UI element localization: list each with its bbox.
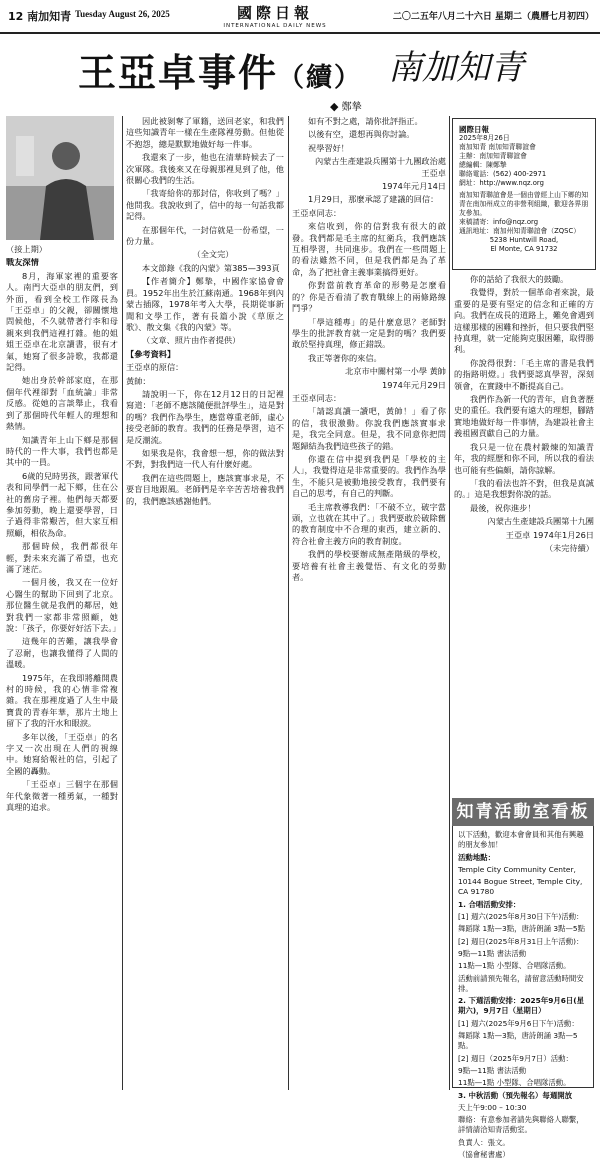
photo-credit: （文章、照片由作者提供） <box>142 335 241 346</box>
bulletin-title: 知青活動室看板 <box>452 798 594 826</box>
bulletin-item: 9點—11點 書法活動 <box>458 948 527 958</box>
bulletin-item: 天上午9:00 – 10:30 <box>458 1102 527 1112</box>
bulletin-item: [2] 週日(2025年8月31日上午活動)： <box>458 936 584 946</box>
title-main: 王亞卓事件 <box>78 50 279 95</box>
paragraph: 8月，海軍家裡的重要客人。南門大亞卓的朋友們，到外面，看到全校工作隊長為「王亞卓」的父親，卻關懷地問候他，不久就帶著行李和母親來到我們這裡打雜。他的姐姐王亞卓在北京讀書，很有才氣，她寫了很多詩歌，我都還記得。 <box>6 270 118 373</box>
page-number-section <box>8 8 71 24</box>
info-line: 主辦：南加知青聯誼會 <box>459 152 527 160</box>
info-website[interactable]: 網址：http://www.nqz.org <box>459 179 544 187</box>
salutation: 王亞卓同志： <box>292 392 342 403</box>
paragraph: 多年以後，「王亞卓」的名字又一次出現在人們的視線中。她寫給報社的信，引起了全國的轟動。 <box>6 731 118 776</box>
subheading: 【參考資料】 <box>126 348 176 359</box>
letter-date: 1974年元月29日 <box>381 379 446 390</box>
column-brand: 南加知青 <box>388 48 524 88</box>
bulletin-item: 11點—1點 小型隊、合唱隊活動。 <box>458 1078 571 1088</box>
paragraph: 「請認真讀一讀吧，黃帥！」看了你的信，我很激動。你說我們應該實事求是，我完全同意。但是，我不同意你把問題歸結為我們這些孩子的錯。 <box>292 406 446 451</box>
masthead-english: INTERNATIONAL DAILY NEWS <box>223 23 327 29</box>
paragraph: 我們作為新一代的青年，肩負著歷史的重任。我們要有遠大的理想，腳踏實地地做好每一件事情，為建設社會主義祖國貢獻自己的力量。 <box>454 394 594 439</box>
paragraph: 你還在信中提到我們是「學校的主人」，我覺得這是非常重要的。我們作為學生，不能只是被動地接受教育，我們要有自己的思考，有自己的判斷。 <box>292 453 446 499</box>
bulletin-note: 活動前請預先報名，請留意活動時間安排。 <box>458 973 584 993</box>
paragraph: 以後有空，還想再與你討論。 <box>308 129 415 140</box>
paragraph: 如果我是你，我會想一想，你的做法對不對，對我們這一代人有什麼好處。 <box>126 447 284 470</box>
paragraph: 在那個年代，一封信就是一份希望，一份力量。 <box>126 224 284 247</box>
paragraph: 知識青年上山下鄉是那個時代的一件大事，我們也都是其中的一員。 <box>6 434 118 468</box>
subheading: 戰友深情 <box>6 257 39 268</box>
publication-info-box <box>452 118 596 270</box>
paragraph: 一個月後，我又在一位好心醫生的幫助下回到了北京。那位醫生就是我們的鄰居，她對我們一家都非常照顧，她說：「孩子，你要好好活下去。」 <box>6 577 121 633</box>
byline <box>330 98 362 113</box>
salutation: 黃帥： <box>126 375 151 386</box>
bulletin-item: 11點—1點 小型隊、合唱隊活動。 <box>458 961 571 971</box>
paragraph: 1975年，在我即將離開農村的時候，我的心情非常複雜。我在那裡度過了人生中最寶貴的青春年華，那片土地上留下了我的汗水和眼淚。 <box>6 672 118 729</box>
paragraph: 王亞卓的原信： <box>126 362 184 373</box>
paragraph: 「我寄給你的那封信，你收到了嗎？」他問我。我說收到了，信中的每一句話我都記得。 <box>126 188 284 222</box>
paragraph: （接上期） <box>6 244 47 254</box>
letter-date: 1974年元月14日 <box>381 181 446 192</box>
column-divider <box>122 116 123 1090</box>
page-number: 12 <box>8 10 24 23</box>
paragraph: 「王亞卓」三個字在那個年代象徵著一種勇氣，一種對真理的追求。 <box>6 779 118 813</box>
salutation: 王亞卓同志： <box>292 207 342 218</box>
info-email: 來稿請寄：info@nqz.org <box>459 218 539 226</box>
column-divider <box>449 116 450 1090</box>
info-city: El Monte, CA 91732 <box>490 245 558 253</box>
bulletin-item: 9點—11點 書法活動 <box>458 1065 527 1075</box>
author-name: 鄭摯 <box>341 102 362 113</box>
info-line: 南加知青聯誼會是一個由曾經上山下鄉的知青在南加州成立的非營利組織，歡迎各界朋友參加。 <box>459 191 589 217</box>
paragraph: 這幾年的苦難，讓我學會了忍耐，也讓我懂得了人間的溫暖。 <box>6 636 118 670</box>
article-title <box>78 42 362 97</box>
article-column-4 <box>454 274 594 794</box>
title-suffix: （續） <box>278 63 363 93</box>
signature: 內蒙古生產建設兵團第十九團政治處 王亞卓 <box>314 156 446 178</box>
activity-bulletin-board <box>452 798 594 1160</box>
paragraph: 我只是一位在農村鍛煉的知識青年，我的經歷和你不同，所以我的看法也可能有些偏頗，請你諒解。 <box>454 441 594 475</box>
paragraph: 你說得很對：「毛主席的書是我們的指路明燈。」我們要認真學習，深刻領會，在實踐中不斷提高自己。 <box>454 357 594 391</box>
info-line: 總編輯：陳鄭摯 <box>459 161 507 169</box>
source-note: 本文節錄《我的內蒙》第385—393頁 <box>142 262 280 273</box>
paragraph: 你的話給了我很大的鼓勵。 <box>470 274 569 284</box>
bulletin-item: 舞蹈隊 1點—3點，唐詩朗誦 3點—5點 <box>458 924 585 934</box>
info-line: 南加知青 南加知青聯誼會 <box>459 143 536 151</box>
article-column-3 <box>292 116 446 1090</box>
bulletin-item: 1. 合唱活動安排： <box>458 899 521 909</box>
end-note: （全文完） <box>192 249 234 260</box>
venue-line: 10144 Bogue Street, Temple City, CA 91780 <box>458 877 583 897</box>
page-header <box>0 0 600 34</box>
to-be-continued: （未完待續） <box>544 542 594 553</box>
paragraph: 「學這種專」的是什麼意思？老師對學生的批評教育就一定是對的嗎？我們要敢於堅持真理，修正錯誤。 <box>292 316 446 350</box>
signature: 內蒙古生產建設兵團第十九團 <box>487 516 594 527</box>
bulletin-item: 舞蹈隊 1點—3點，唐詩朗誦 3點—5點。 <box>458 1031 578 1051</box>
paragraph: 6歲的兒時男孩，跟著軍代表和同學們一起下鄉，住在公社的舊房子裡。他們每天都要參加勞動，晚上還要學習，日子過得非常艱苦，但大家互相照顧，相依為命。 <box>6 470 118 538</box>
bulletin-contact: 負責人：張文。 <box>458 1137 510 1147</box>
paragraph: 你對當前教育革命的形勢是怎麼看的？你是否看清了教育戰線上的兩條路線鬥爭？ <box>292 280 446 314</box>
bulletin-item: [1] 週六(2025年9月6日下午)活動： <box>458 1018 579 1028</box>
paragraph: 我們的學校要辦成無產階級的學校，要培養有社會主義覺悟、有文化的勞動者。 <box>292 549 446 583</box>
bulletin-item: [1] 週六(2025年8月30日下午)活動： <box>458 912 584 922</box>
paragraph: 如有不對之處，請你批評指正。 <box>308 116 423 126</box>
article-column-1 <box>6 244 121 1090</box>
paragraph: 最後，祝你進步！ <box>470 502 536 513</box>
info-title: 國際日報 <box>459 125 489 134</box>
diamond-icon: ◆ <box>330 100 339 113</box>
signature-date: 王亞卓 1974年1月26日 <box>505 529 594 540</box>
paragraph: 因此被剝奪了軍籍，送回老家，和我們這些知識青年一樣在生產隊裡勞動。但他從不抱怨，總是默默地做好每一件事。 <box>126 116 284 149</box>
paragraph: 毛主席教導我們：「不破不立，破字當頭，立也就在其中了。」我們要敢於破除舊的教育制度中不合理的東西，建立新的、符合社會主義方向的教育制度。 <box>292 501 446 546</box>
paragraph: 我正等著你的來信。 <box>308 352 382 363</box>
bulletin-item: 3. 中秋活動（預先報名）每週開放 <box>458 1090 572 1100</box>
author-photo <box>6 116 114 240</box>
author-bio: 【作者簡介】鄭摯，中國作家協會會員。1952年出生於江蘇南通。1968年到內蒙古插隊，1978年考入大學，長期從事新聞和文學工作，著有長篇小說《草原之歌》、散文集《我的內蒙》等。 <box>126 276 284 332</box>
bulletin-contact: （協會秘書處） <box>458 1150 510 1160</box>
paragraph: 她出身於幹部家庭，在那個年代裡卻對「血統論」非常反感。從她的言談舉止，我看到了那個時代年輕人的理想和熱情。 <box>6 375 118 432</box>
info-phone: 聯絡電話：(562) 400-2971 <box>459 170 547 178</box>
info-line: 通訊地址：南加州知青聯誼會（ZQSC） <box>459 227 581 235</box>
section-name: 南加知青 <box>27 10 72 23</box>
date-english: Tuesday August 26, 2025 <box>75 9 170 19</box>
bulletin-body <box>452 826 594 1160</box>
bulletin-item: [2] 週日（2025年9月7日）活動： <box>458 1053 573 1063</box>
column-divider <box>288 116 289 1090</box>
signature: 北京市中關村第一小學 黃帥 <box>345 366 446 377</box>
bulletin-contact: 聯絡：有意參加者請先與聯絡人聯繫，詳情請洽知青活動室。 <box>458 1115 584 1135</box>
paragraph: 「我的看法也許不對，但我是真誠的。」這是我想對你說的話。 <box>454 477 594 500</box>
venue-label: 活動地點： <box>458 852 495 862</box>
venue-line: Temple City Community Center, <box>458 864 576 874</box>
article-column-2 <box>126 116 284 1090</box>
info-address: 5238 Huntwill Road, <box>489 236 559 244</box>
bulletin-item: 2. 下週活動安排：2025年9月6日(星期六)，9月7日（星期日） <box>458 996 585 1016</box>
paragraph: 祝學習好！ <box>308 142 349 153</box>
masthead <box>200 2 350 29</box>
paragraph: 請說明一下，你在12月12日的日記裡寫道：「老師不應該隨便批評學生」，這是對的嗎？我們作為學生，應當尊重老師，虛心接受老師的教育。我們的任務是學習，這不是反潮流。 <box>126 388 284 445</box>
photo-illustration <box>6 116 114 240</box>
info-date: 2025年8月26日 <box>459 134 510 142</box>
paragraph: 那個時候，我們都很年輕，對未來充滿了希望，也充滿了迷茫。 <box>6 541 118 574</box>
date-chinese: 二〇二五年八月二十六日 星期二（農曆七月初四） <box>392 12 594 22</box>
paragraph: 我還來了一步，他也在清華時候去了一次軍隊。我後來又在母親那裡見到了他，他很關心我們的生活。 <box>126 152 284 186</box>
headline <box>0 36 600 98</box>
paragraph: 我們在這些問題上，應該實事求是，不要盲目地跟風。老師們是辛辛苦苦培養我們的，我們應該感謝他們。 <box>126 472 284 506</box>
paragraph: 來信收到，你的信對我有很大的啟發。我們都是毛主席的紅衛兵，我們應該互相學習，共同進步。我們在一些問題上的看法雖然不同，但是我們都是為了革命，為了把社會主義事業搞得更好。 <box>292 221 446 277</box>
bulletin-intro: 以下活動，歡迎本會會員和其他有興趣的朋友參加！ <box>458 830 584 850</box>
paragraph: 我覺得，對於一個革命者來說，最重要的是要有堅定的信念和正確的方向。我們在成長的道路上，難免會遇到這樣那樣的困難和挫折，但只要我們堅持真理，就一定能夠克服困難，取得勝利。 <box>454 287 594 355</box>
masthead-chinese: 國際日報 <box>236 4 313 22</box>
paragraph: 1月29日，那麼承認了建議的回信： <box>308 194 439 205</box>
